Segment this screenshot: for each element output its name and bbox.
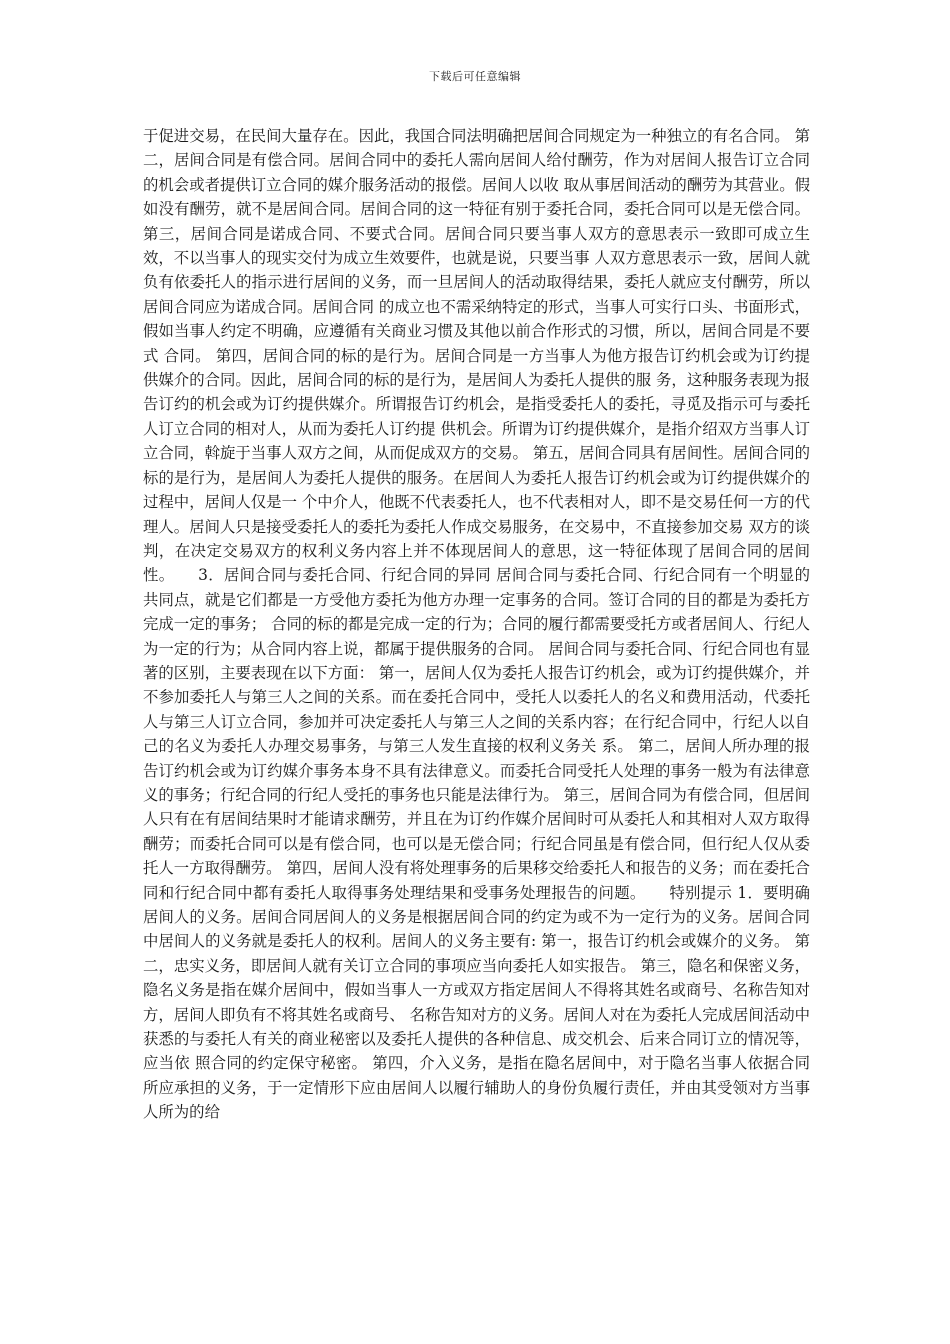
document-body-text: 于促进交易，在民间大量存在。因此，我国合同法明确把居间合同规定为一种独立的有名合同。 第二，居间合同是有偿合同。居间合同中的委托人需向居间人给付酬劳，作为对居间人报告订立合同的机会或者提供订立合同的媒介服务活动的报偿。居间人以收 取从事居间活动的酬劳为其营业。假如没有酬劳，就不是居间合同。居间合同的这一特征有别于委托合同，委托合同可以是无偿合同。 第三，居间合同是诺成合同、不要式合同。居间合同只要当事人双方的意思表示一致即可成立生效，不以当事人的现实交付为成立生效要件，也就是说，只要当事 人双方意思表示一致，居间人就负有依委托人的指示进行居间的义务，而一旦居间人的活动取得结果，委托人就应支付酬劳，所以居间合同应为诺成合同。居间合同 的成立也不需采纳特定的形式，当事人可实行口头、书面形式，假如当事人约定不明确，应遵循有关商业习惯及其他以前合作形式的习惯，所以，居间合同是不要式 合同。 第四，居间合同的标的是行为。居间合同是一方当事人为他方报告订约机会或为订约提供媒介的合同。因此，居间合同的标的是行为，是居间人为委托人提供的服 务，这种服务表现为报告订约的机会或为订约提供媒介。所谓报告订约机会，是指受委托人的委托，寻觅及指示可与委托人订立合同的相对人，从而为委托人订约提 供机会。所谓为订约提供媒介，是指介绍双方当事人订立合同，斡旋于当事人双方之间，从而促成双方的交易。 第五，居间合同具有居间性。居间合同的标的是行为，是居间人为委托人提供的服务。在居间人为委托人报告订约机会或为订约提供媒介的过程中，居间人仅是一 个中介人，他既不代表委托人，也不代表相对人，即不是交易任何一方的代理人。居间人只是接受委托人的委托为委托人作成交易服务，在交易中，不直接参加交易 双方的谈判，在决定交易双方的权利义务内容上并不体现居间人的意思，这一特征体现了居间合同的居间性。 3．居间合同与委托合同、行纪合同的异同 居间合同与委托合同、行纪合同有一个明显的共同点，就是它们都是一方受他方委托为他方办理一定事务的合同。签订合同的目的都是为委托方完成一定的事务； 合同的标的都是完成一定的行为；合同的履行都需要受托方或者居间人、行纪人为一定的行为；从合同内容上说，都属于提供服务的合同。 居间合同与委托合同、行纪合同也有显著的区别，主要表现在以下方面： 第一，居间人仅为委托人报告订约机会，或为订约提供媒介，并不参加委托人与第三人之间的关系。而在委托合同中，受托人以委托人的名义和费用活动，代委托 人与第三人订立合同，参加并可决定委托人与第三人之间的关系内容；在行纪合同中，行纪人以自己的名义为委托人办理交易事务，与第三人发生直接的权利义务关 系。 第二，居间人所办理的报告订约机会或为订约媒介事务本身不具有法律意义。而委托合同受托人处理的事务一般为有法律意义的事务；行纪合同的行纪人受托的事务也只能是法律行为。 第三，居间合同为有偿合同，但居间人只有在有居间结果时才能请求酬劳，并且在为订约作媒介居间时可从委托人和其相对人双方取得酬劳；而委托合同可以是有偿合同，也可以是无偿合同；行纪合同虽是有偿合同，但行纪人仅从委托人一方取得酬劳。 第四，居间人没有将处理事务的后果移交给委托人和报告的义务；而在委托合同和行纪合同中都有委托人取得事务处理结果和受事务处理报告的问题。 特别提示 1．要明确居间人的义务。居间合同居间人的义务是根据居间合同的约定为或不为一定行为的义务。居间合同中居间人的义务就是委托人的权利。居间人的义务主要有: 第一，报告订约机会或媒介的义务。 第二，忠实义务，即居间人就有关订立合同的事项应当向委托人如实报告。 第三，隐名和保密义务，隐名义务是指在媒介居间中，假如当事人一方或双方指定居间人不得将其姓名或商号、名称告知对方，居间人即负有不将其姓名或商号、 名称告知对方的义务。居间人对在为委托人完成居间活动中获悉的与委托人有关的商业秘密以及委托人提供的各种信息、成交机会、后来合同订立的情况等，应当依 照合同的约定保守秘密。 第四，介入义务，是指在隐名居间中，对于隐名当事人依据合同所应承担的义务，于一定情形下应由居间人以履行辅助人的身份负履行责任，并由其受领对方当事 人所为的给 — [143, 127, 810, 1122]
page-header: 下载后可任意编辑 — [429, 70, 521, 83]
